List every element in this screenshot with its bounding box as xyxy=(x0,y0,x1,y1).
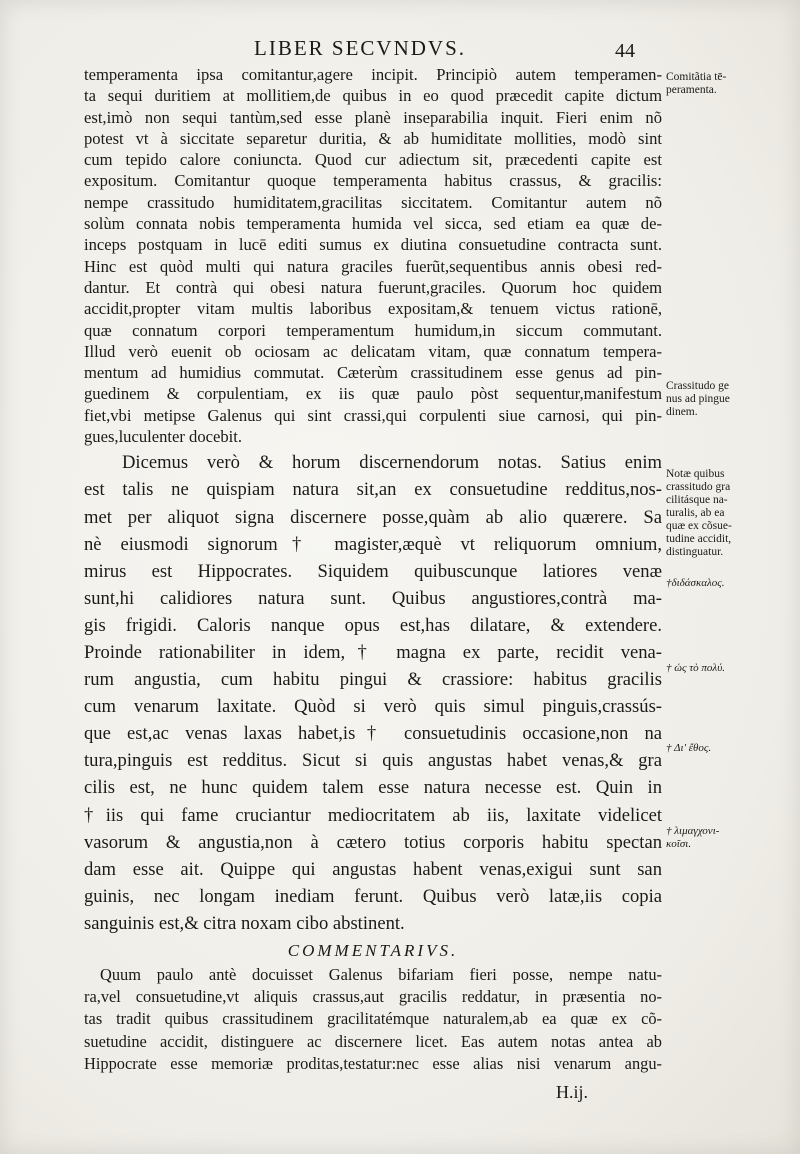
running-head: LIBER SECVNDVS. xyxy=(254,36,467,60)
text-line: suetudine accidit, distinguere ac discernere licet. Eas autem notas antea ab xyxy=(84,1031,662,1051)
text-line: gis frigidi. Caloris nanque opus est,has dilatare, & extendere. xyxy=(84,614,662,636)
margin-note: † Δι' ἔθος. xyxy=(666,742,712,754)
text-line: ra,vel consuetudine,vt aliquis crassus,aut gracilis reddatur, in præsentia no- xyxy=(84,987,662,1007)
text-line: temperamenta ipsa comitantur,agere incipit. Principiò autem temperamen- xyxy=(84,65,662,84)
signature-mark: H.ij. xyxy=(556,1082,589,1102)
main-text-column xyxy=(84,64,662,1075)
text-line: mentum ad humidius commutat. Cæterùm crassitudinem esse genus ad pin- xyxy=(84,363,662,383)
text-line: tura,pinguis est redditus. Sicut si quis angustas habet venas,& gra xyxy=(84,750,662,772)
text-line: Proinde rationabiliter in idem,† magna ex parte, recidit vena- xyxy=(84,642,662,663)
text-line: mirus est Hippocrates. Siquidem quibuscunque latiores venæ xyxy=(84,560,662,582)
text-line: Dicemus verò & horum discernendorum notas. Satius enim xyxy=(122,452,662,474)
text-line: quæ connatum corpori temperamentum humidum,in siccum commutant. xyxy=(84,320,662,340)
text-line: cum tepido calore coniuncta. Quod cur adiectum sit, præcedenti capite est xyxy=(84,150,662,170)
text-line: nè eiusmodi signorum† magister,æquè vt reliquorum omnium, xyxy=(84,533,662,555)
galen-text-paragraph xyxy=(84,449,662,937)
text-line: est,imò non sequi tantùm,sed esse planè inseparabilia inquit. Fieri enim nõ xyxy=(84,107,662,127)
text-line: dantur. Et contrà qui obesi natura fuerunt,graciles. Quorum hoc quidem xyxy=(84,277,662,297)
text-line: inceps postquam in lucē editi sumus ex diutina consuetudine contracta sunt. xyxy=(84,235,662,255)
text-line: Hippocrate esse memoriæ proditas,testatur:nec esse alias nisi venarum angu- xyxy=(84,1053,662,1073)
commentary-heading: COMMENTARIVS. xyxy=(287,941,459,961)
text-line: nempe crassitudo humiditatem,gracilitas siccitatem. Comitantur autem nõ xyxy=(84,192,662,212)
text-line: fiet,vbi metipse Galenus qui sint crassi,qui corpulenti siue carnosi, qui pin- xyxy=(84,405,662,425)
commentary-paragraph xyxy=(84,964,662,1075)
margin-note: Notæ quibus crassitudo gra cilitásque na- turalis, ab ea quæ ex cõsue- tudine accidit, distinguatur. xyxy=(666,468,732,558)
text-line: sanguinis est,& citra noxam cibo abstinent. xyxy=(84,912,405,934)
text-line: dam esse ait. Quippe qui angustas habent venas,exigui sunt san xyxy=(84,858,662,880)
text-line: expositum. Comitantur quoque temperamenta habitus crassus, & gracilis: xyxy=(84,171,662,191)
margin-note: †διδάσκαλος. xyxy=(666,577,725,589)
text-line: guedinem & corpulentiam, ex iis quæ paulo pòst sequentur,manifestum xyxy=(84,384,662,404)
text-line: potest vt à siccitate separetur duritia, & ab humiditate mollities, modò sint xyxy=(84,128,662,148)
margin-note: † ὡς τὸ πολύ. xyxy=(666,662,725,674)
page-header xyxy=(0,34,800,64)
text-line: Illud verò euenit ob ociosam ac delicatam vitam, quæ connatum tempera- xyxy=(84,341,662,361)
text-line: que est,ac venas laxas habet,is† consuetudinis occasione,non na xyxy=(84,723,662,745)
text-line: accidit,propter vitam multis laboribus expositam,& tenuem victus rationē, xyxy=(84,299,662,319)
text-line: est talis ne quispiam natura sit,an ex consuetudine redditus,nos- xyxy=(84,479,662,501)
text-line: cilis est, ne hunc quidem talem esse natura necesse est. Quin in xyxy=(84,777,662,799)
page-number: 44 xyxy=(615,40,635,62)
margin-note: Crassitudo ge nus ad pingue dinem. xyxy=(666,380,730,418)
text-line: cum venarum laxitate. Quòd si verò quis simul pinguis,crassús- xyxy=(84,696,662,718)
text-line: solùm connata nobis temperamenta humida vel sicca, sed etiam ea quæ de- xyxy=(84,214,662,234)
paragraph-continued xyxy=(84,64,662,447)
text-line: guinis, nec longam inediam ferunt. Quibus verò latæ,iis copia xyxy=(84,885,662,907)
text-line: Hinc est quòd multi qui natura graciles fuerũt,sequentibus annis obesi red- xyxy=(84,256,662,276)
text-line: †iis qui fame cruciantur mediocritatem ab iis, laxitate videlicet xyxy=(84,804,662,826)
margin-note: Comitãtia tē- peramenta. xyxy=(666,71,727,96)
text-line: rum angustia, cum habitu pingui & crassiore: habitus gracilis xyxy=(84,669,662,691)
margin-note: † λιμαγχονι- κοῖσι. xyxy=(666,825,720,850)
text-line: tas tradit quibus crassitudinem gracilitatémque naturalem,ab ea quæ ex cõ- xyxy=(84,1009,662,1029)
text-line: met per aliquot signa discernere posse,quàm ab alio quærere. Sa xyxy=(84,506,662,528)
text-line: Quum paulo antè docuisset Galenus bifariam fieri posse, nempe natu- xyxy=(100,965,662,985)
text-line: vasorum & angustia,non à cætero totius corporis habitu spectan xyxy=(84,831,662,853)
text-line: sunt,hi calidiores natura sunt. Quibus angustiores,contrà ma- xyxy=(84,587,662,609)
text-line: ta sequi duritiem at mollitiem,de quibus in eo quod præcedit capite dictum xyxy=(84,86,662,106)
text-line: gues,luculenter docebit. xyxy=(84,427,243,447)
